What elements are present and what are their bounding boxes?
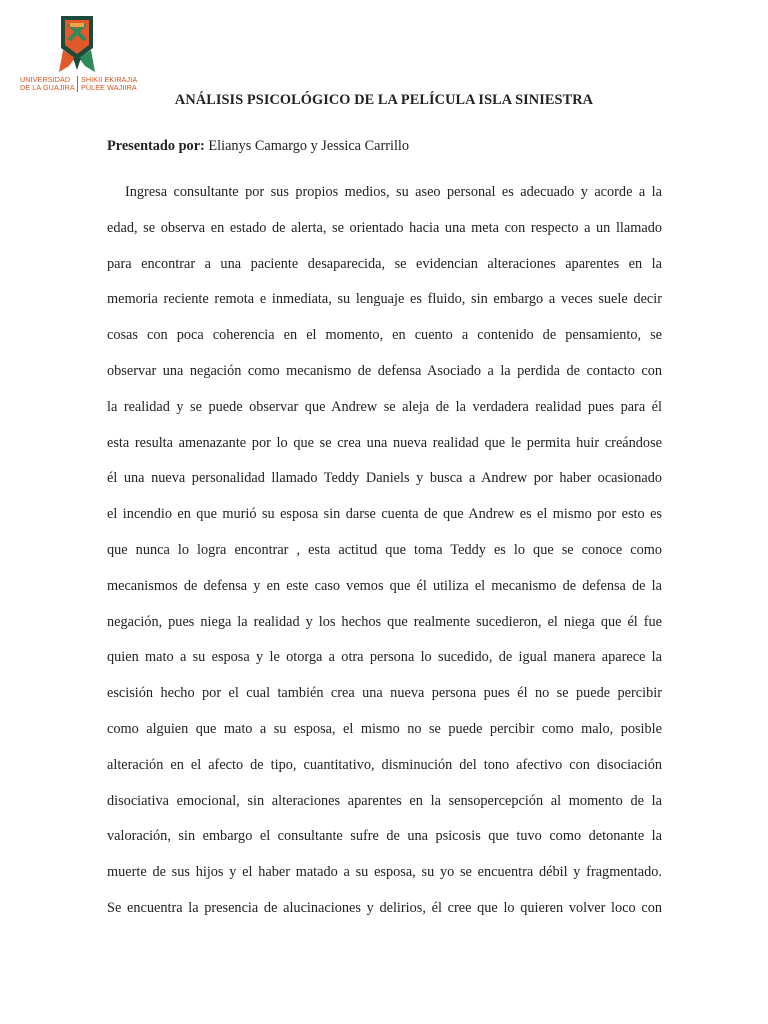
paragraph-line: valoración, sin embargo el consultante sufre de una psicosis que tuvo como detonante la [107,828,662,845]
author-names: Elianys Camargo y Jessica Carrillo [208,138,410,154]
paragraph-line: esta resulta amenazante por lo que se crea una nueva realidad que le permita huir creándose [107,434,662,451]
presented-by-label: Presentado por: [107,138,205,154]
logo-divider [77,76,78,92]
logo-right-text: SHIKII EKIRAJIA PÜLEE WAJIIRA [81,75,138,92]
paragraph-line: observar una negación como mecanismo de defensa Asociado a la perdida de contacto con [107,362,662,379]
paragraph-line: escisión hecho por el cual también crea una nueva persona pues él no se puede percibir [107,685,662,702]
logo-left-text: UNIVERSIDAD DE LA GUAJIRA [20,75,75,92]
paragraph-line: mecanismos de defensa y en este caso vemos que él utiliza el mecanismo de defensa de la [107,577,662,594]
paragraph-line: alteración en el afecto de tipo, cuantitativo, disminución del tono afectivo con disociación [107,756,662,773]
paragraph-line: para encontrar a una paciente desaparecida, se evidencian alteraciones aparentes en la [107,255,662,272]
paragraph-line: negación, pues niega la realidad y los hechos que realmente sucedieron, el niega que él fue [107,613,662,630]
paragraph-line: que nunca lo logra encontrar , esta actitud que toma Teddy es lo que se conoce como [107,541,662,558]
paragraph-line: muerte de sus hijos y el haber matado a su esposa, su yo se encuentra débil y fragmentado. [107,864,662,881]
paragraph-line: memoria reciente remota e inmediata, su lenguaje es fluido, sin embargo a veces suele decir [107,291,662,308]
paragraph-line: cosas con poca coherencia en el momento, en cuento a contenido de pensamiento, se [107,327,662,344]
university-crest-icon [57,14,97,74]
paragraph-line: Ingresa consultante por sus propios medios, su aseo personal es adecuado y acorde a la [125,184,662,200]
paragraph-line: el incendio en que murió su esposa sin darse cuenta de que Andrew es el mismo por esto es [107,506,662,523]
paragraph-line: él una nueva personalidad llamado Teddy Daniels y busca a Andrew por haber ocasionado [107,470,662,487]
university-logo [20,14,138,96]
document-body [107,175,662,927]
paragraph-line: quien mato a su esposa y le otorga a otra persona lo sucedido, de igual manera aparece la [107,649,662,666]
presented-by [107,138,409,155]
paragraph-line: la realidad y se puede observar que Andrew se aleja de la verdadera realidad pues para él [107,398,662,415]
paragraph-line: disociativa emocional, sin alteraciones aparentes en la sensopercepción al momento de la [107,792,662,809]
paragraph-line: como alguien que mato a su esposa, el mismo no se puede percibir como malo, posible [107,720,662,737]
paragraph-line: Se encuentra la presencia de alucinaciones y delirios, él cree que lo quieren volver loco con [107,899,662,916]
paragraph-line: edad, se observa en estado de alerta, se orientado hacia una meta con respecto a un llamado [107,219,662,236]
document-title: ANÁLISIS PSICOLÓGICO DE LA PELÍCULA ISLA SINIESTRA [174,92,594,108]
